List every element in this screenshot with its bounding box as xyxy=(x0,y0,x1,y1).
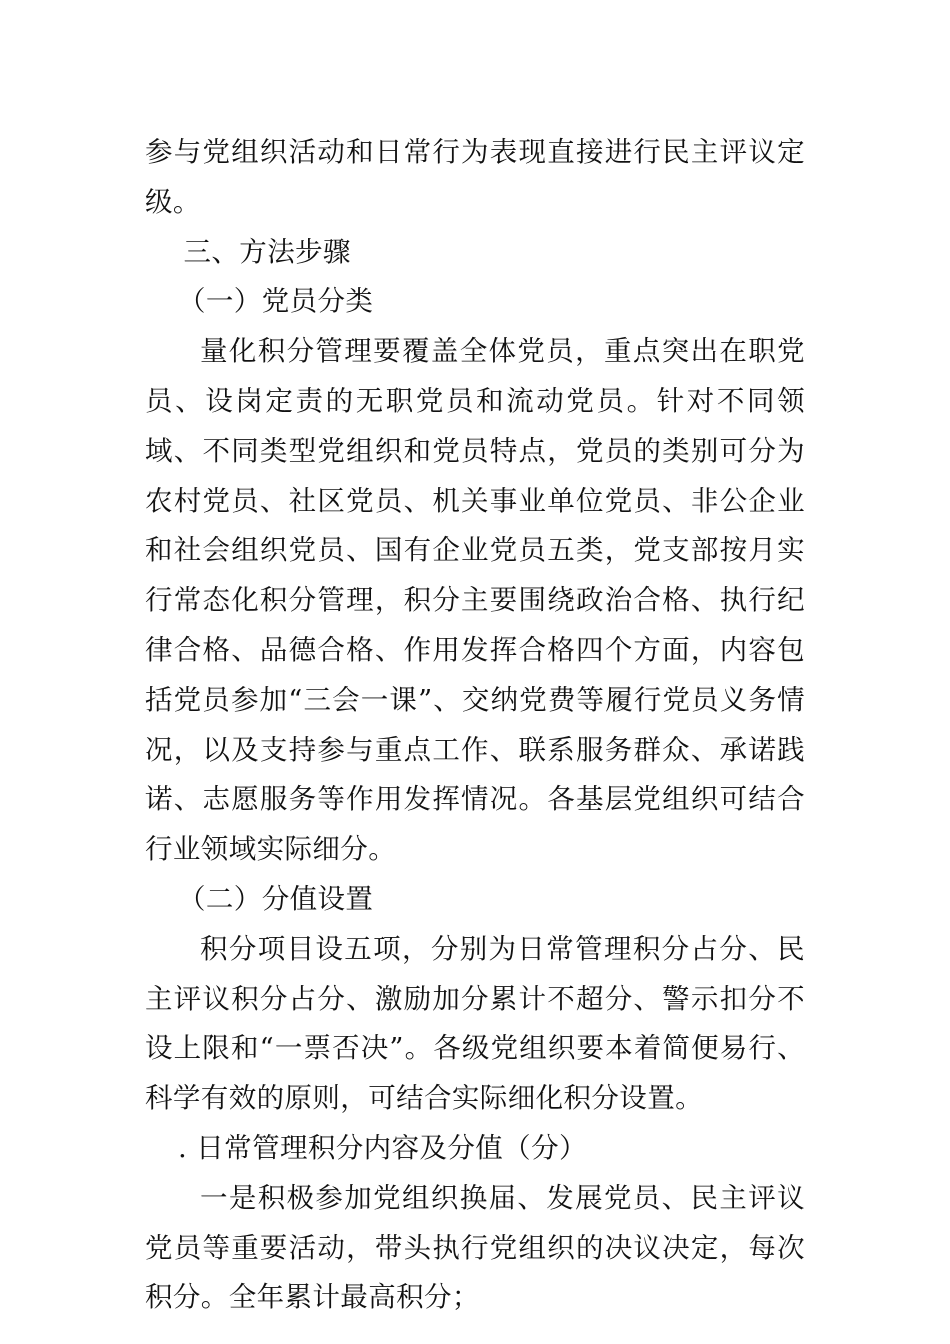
subsection-heading-member-classification: （一）党员分类 xyxy=(178,285,374,318)
paragraph-continuation: 参与党组织活动和日常行为表现直接进行民主评议定级。 xyxy=(145,136,805,218)
section-heading-methods: 三、方法步骤 xyxy=(183,235,351,268)
paragraph-score-setting: 积分项目设五项，分别为日常管理积分占分、民主评议积分占分、激励加分累计不超分、警示扣分不设上限和“一票否决”。各级党组织要本着简便易行、科学有效的原则，可结合实际细化积分设置。 xyxy=(145,932,805,1115)
item-heading-daily-management: . 日常管理积分内容及分值（分） xyxy=(178,1131,587,1164)
paragraph-member-classification: 量化积分管理要覆盖全体党员，重点突出在职党员、设岗定责的无职党员和流动党员。针对不同领域、不同类型党组织和党员特点，党员的类别可分为农村党员、社区党员、机关事业单位党员、非公企业和社会组织党员、国有企业党员五类，党支部按月实行常态化积分管理，积分主要围绕政治合格、执行纪律合格、品德合格、作用发挥合格四个方面，内容包括党员参加“三会一课”、交纳党费等履行党员义务情况，以及支持参与重点工作、联系服务群众、承诺践诺、志愿服务等作用发挥情况。各基层党组织可结合行业领域实际细分。 xyxy=(145,335,805,866)
document-body xyxy=(145,128,805,1323)
subsection-heading-score-setting: （二）分值设置 xyxy=(178,882,374,915)
paragraph-daily-management-item-one: 一是积极参加党组织换届、发展党员、民主评议党员等重要活动，带头执行党组织的决议决定，每次积分。全年累计最高积分； xyxy=(145,1181,805,1314)
